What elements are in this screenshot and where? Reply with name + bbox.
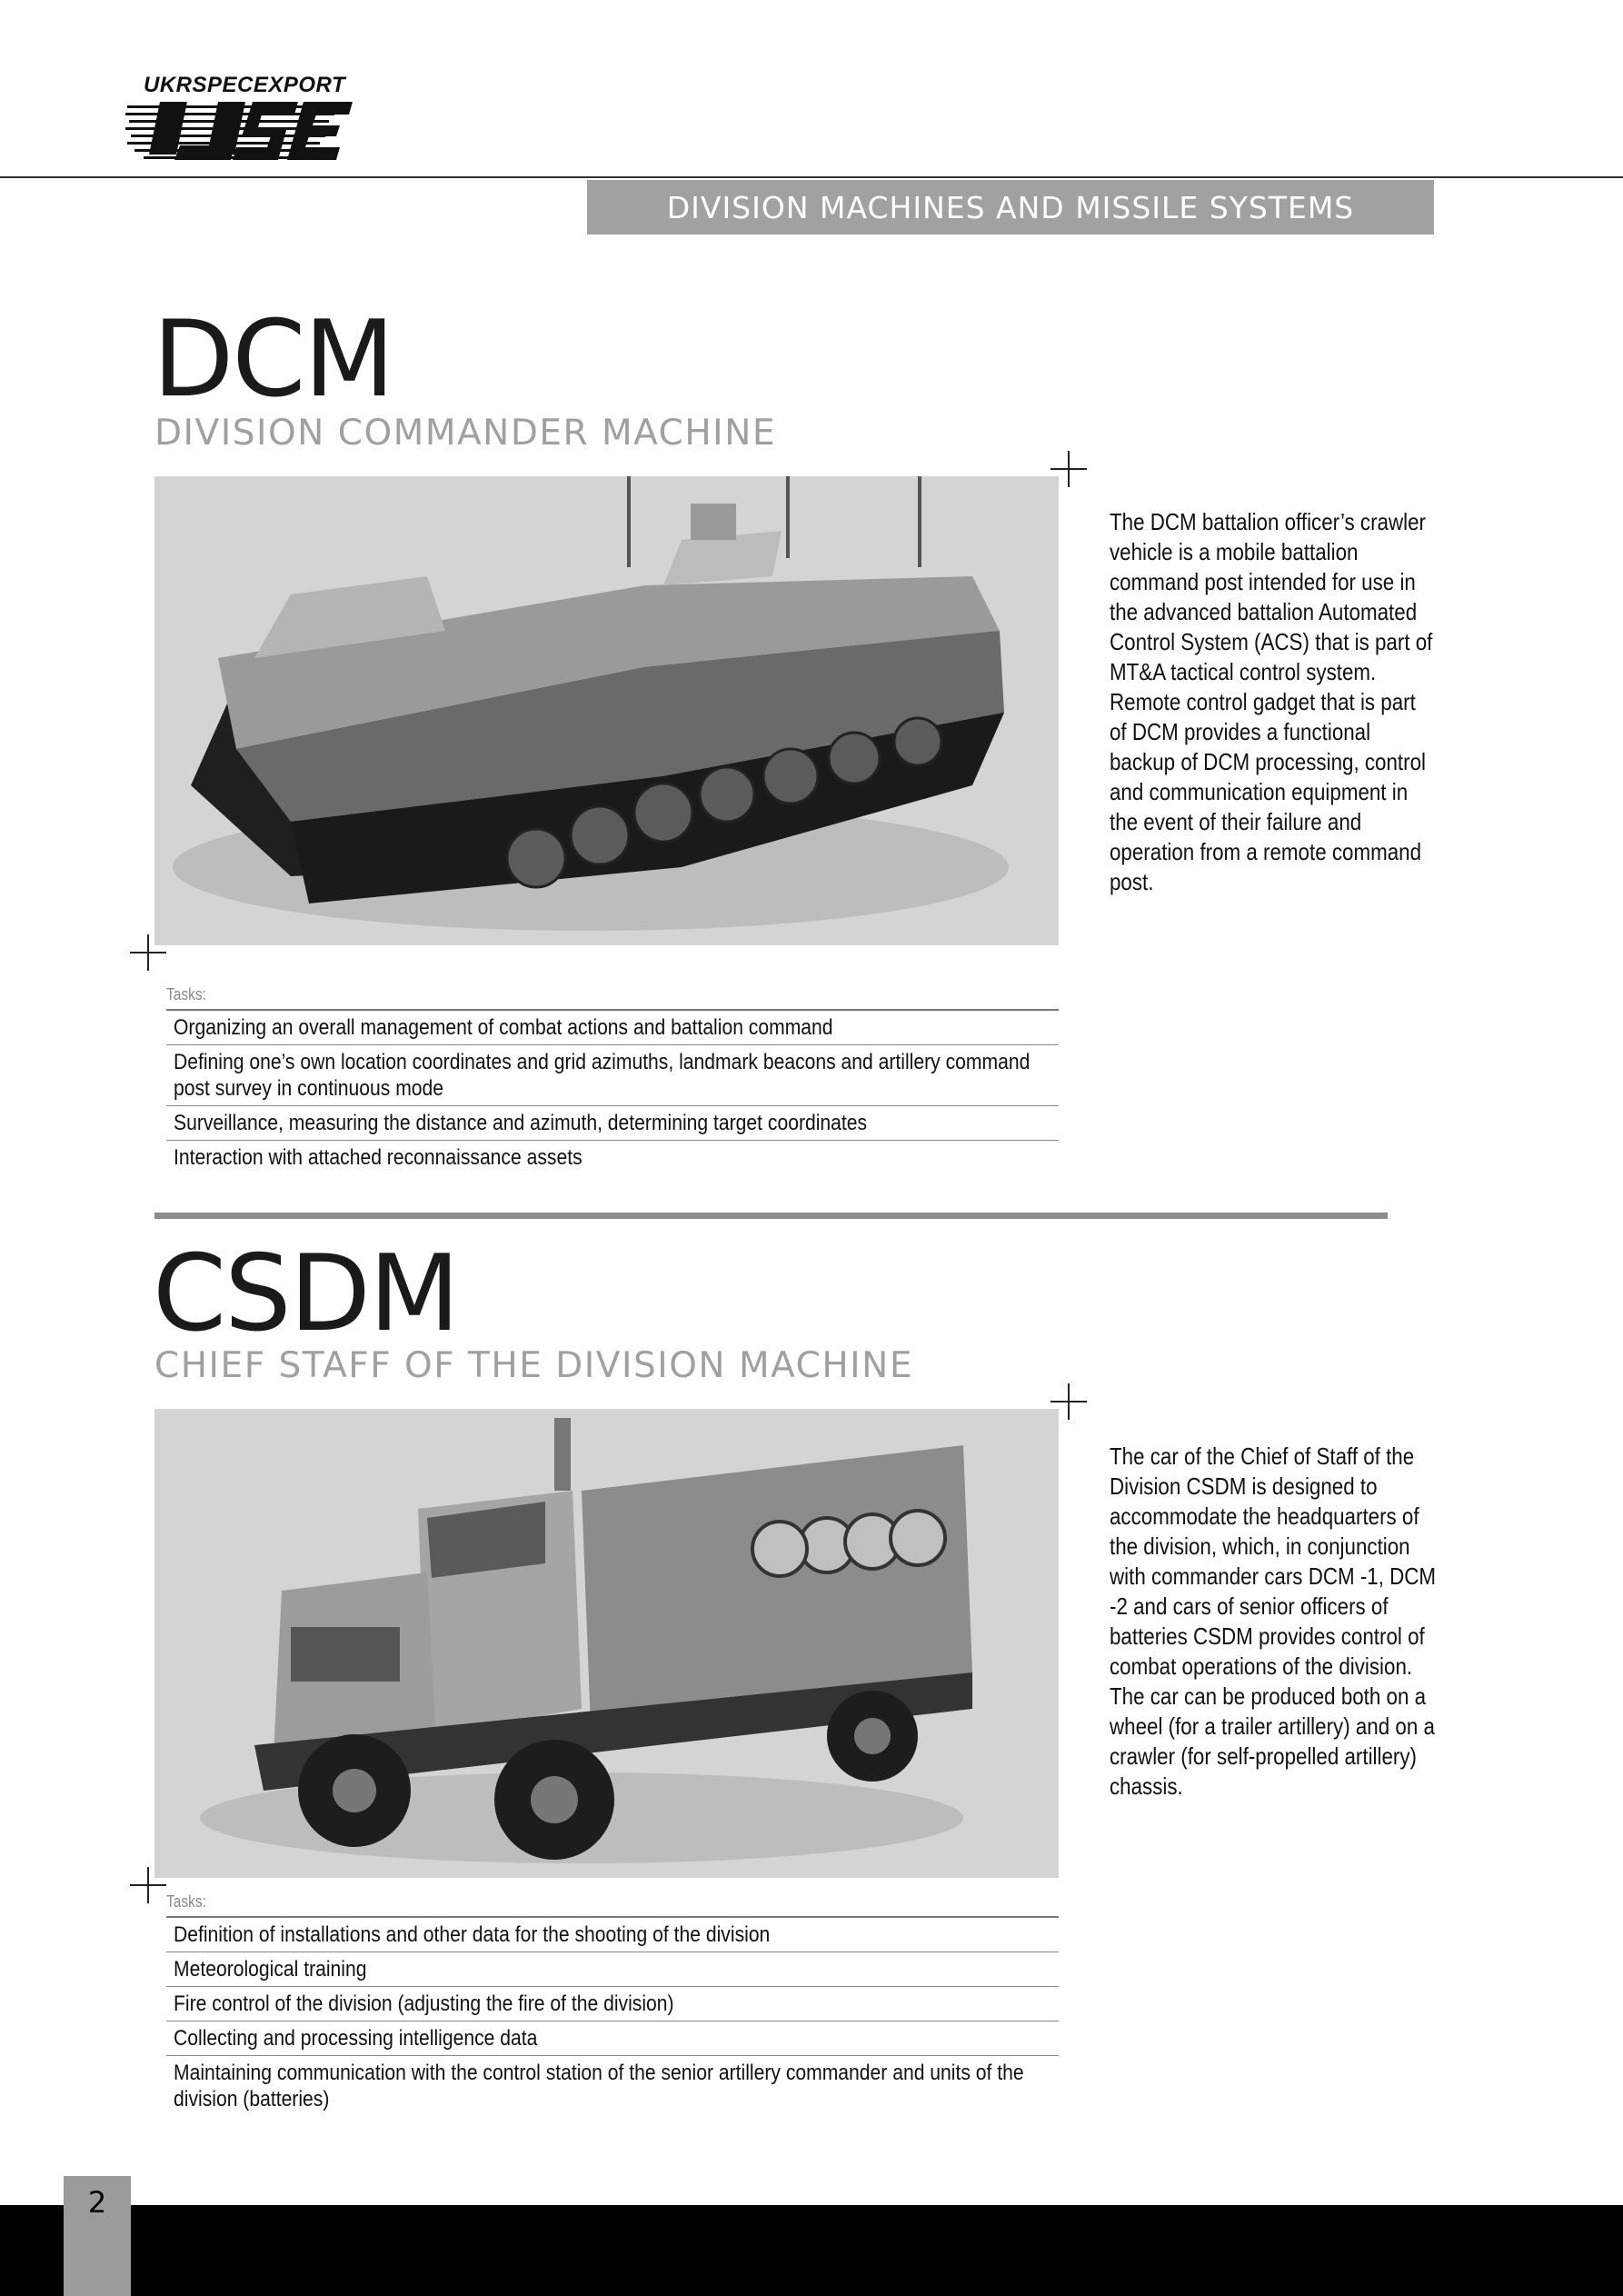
logo-text: UKRSPECEXPORT: [144, 73, 346, 97]
dcm-description-para-2: Remote control gadget that is part of DCM provides a functional backup of DCM processing, control and communication equipment in the event of their failure and operation from a remote command post.: [1110, 688, 1426, 895]
crop-mark-icon: [1050, 1383, 1087, 1420]
task-row: Organizing an overall management of combat actions and battalion command: [166, 1011, 1059, 1045]
task-row: Collecting and processing intelligence data: [166, 2021, 1059, 2056]
task-row: Meteorological training: [166, 1952, 1059, 1987]
crop-mark-icon: [1050, 451, 1087, 487]
dcm-tasks-table: [166, 1009, 1059, 1174]
csdm-vehicle-photo: [154, 1409, 1059, 1878]
task-row: Maintaining communication with the control station of the senior artillery commander and units of the division (batteries): [174, 2061, 1024, 2111]
company-logo: [125, 73, 358, 167]
section-banner: DIVISION MACHINES AND MISSILE SYSTEMS: [587, 180, 1434, 235]
csdm-tasks-label: Tasks:: [166, 1892, 206, 1911]
csdm-subtitle: CHIEF STAFF OF THE DIVISION MACHINE: [154, 1345, 913, 1386]
task-row: Fire control of the division (adjusting the fire of the division): [166, 1987, 1059, 2021]
crop-mark-icon: [130, 934, 166, 971]
task-row: Definition of installations and other data for the shooting of the division: [166, 1918, 1059, 1952]
dcm-description-para-1: The DCM battalion officer’s crawler vehicle is a mobile battalion command post intended for use in the advanced battalion Automated Control System (ACS) that is part of MT&A tactical control system.: [1110, 508, 1433, 685]
logo-mark-icon: [125, 100, 353, 165]
tracked-vehicle-icon: [154, 476, 1059, 945]
task-row: Interaction with attached reconnaissance assets: [174, 1145, 582, 1170]
page-number: 2: [64, 2176, 131, 2296]
dcm-title: DCM: [153, 298, 393, 421]
dcm-tasks-label: Tasks:: [166, 985, 206, 1003]
csdm-description-para-2: The car can be produced both on a wheel (for a trailer artillery) and on a crawler (for self-propelled artillery) chassis.: [1110, 1682, 1435, 1800]
dcm-subtitle: DIVISION COMMANDER MACHINE: [154, 413, 777, 454]
crop-mark-icon: [130, 1867, 166, 1903]
truck-icon: [154, 1409, 1059, 1878]
header-rule: [0, 176, 1623, 178]
csdm-description-para-1: The car of the Chief of Staff of the Division CSDM is designed to accommodate the headquarters of the division, which, in conjunction with commander cars DCM -1, DCM -2 and cars of senior officers of batteries CSDM provides control of combat operations of the division.: [1110, 1442, 1437, 1680]
task-row: Defining one’s own location coordinates and grid azimuths, landmark beacons and artillery command post survey in continuous mode: [166, 1045, 1059, 1106]
dcm-vehicle-photo: [154, 476, 1059, 945]
section-divider: [154, 1213, 1388, 1219]
csdm-description: [1110, 1442, 1438, 1802]
dcm-description: [1110, 507, 1438, 897]
csdm-title: CSDM: [153, 1233, 459, 1355]
footer-bar: [0, 2205, 1623, 2296]
task-row: Surveillance, measuring the distance and azimuth, determining target coordinates: [166, 1106, 1059, 1141]
csdm-tasks-table: [166, 1916, 1059, 2116]
